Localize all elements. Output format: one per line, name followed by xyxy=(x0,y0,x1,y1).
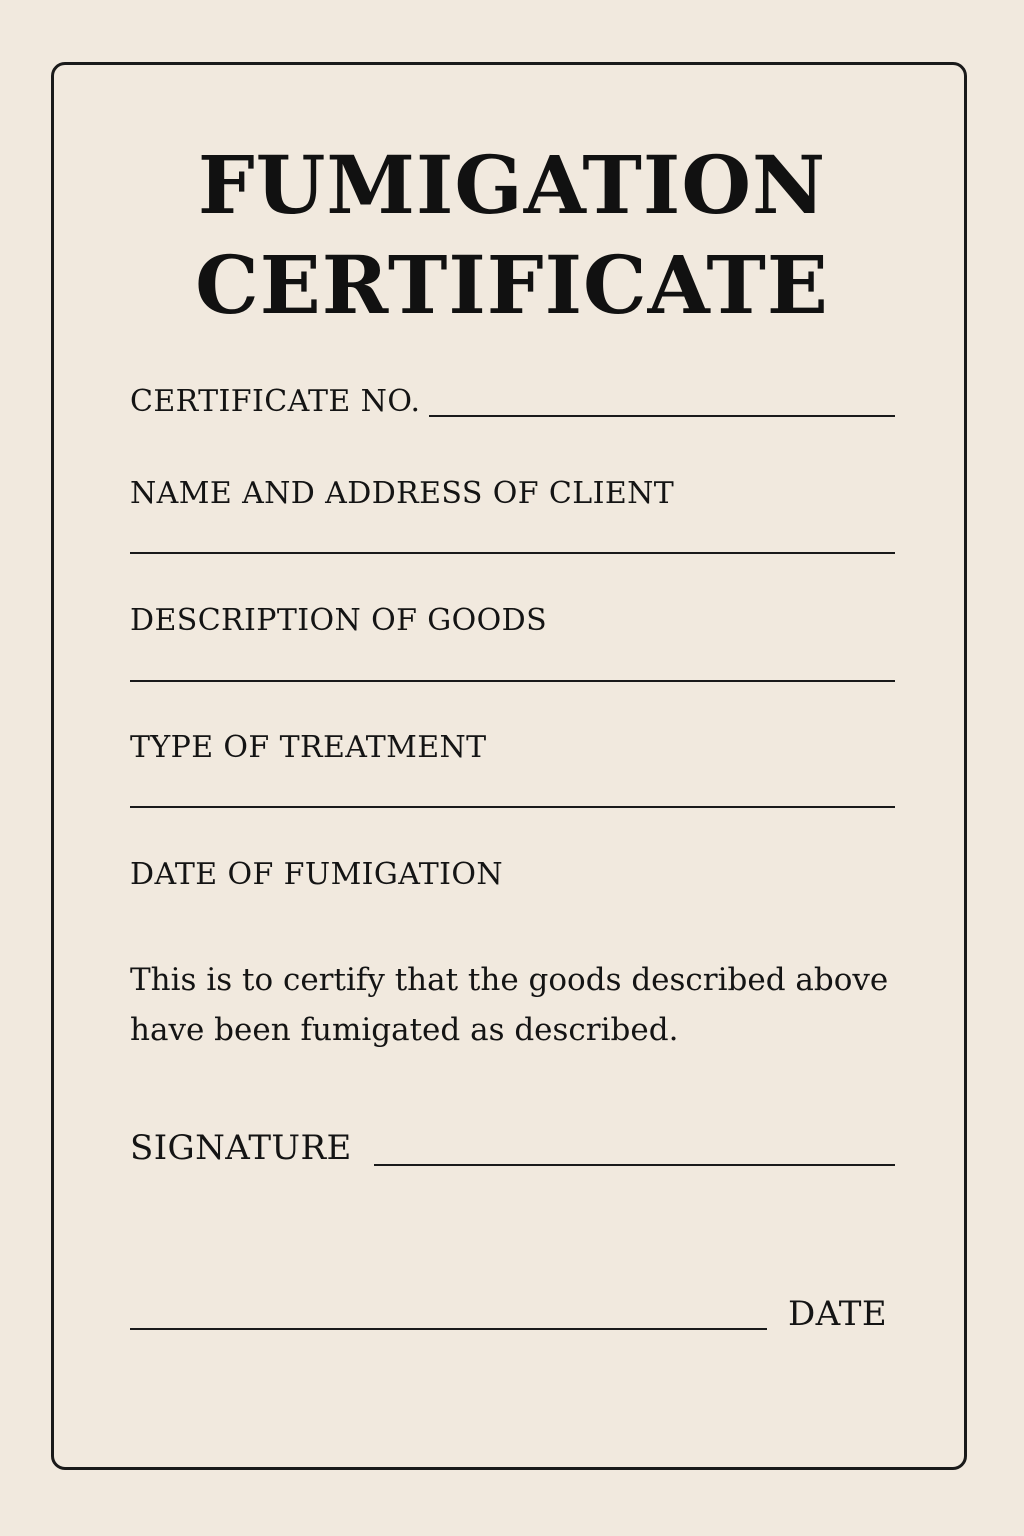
treatment-line[interactable] xyxy=(130,806,895,808)
fumigation-date-label: DATE OF FUMIGATION xyxy=(130,857,504,892)
client-label: NAME AND ADDRESS OF CLIENT xyxy=(130,476,675,511)
treatment-label: TYPE OF TREATMENT xyxy=(130,730,487,765)
date-label: DATE xyxy=(788,1294,888,1334)
signature-label: SIGNATURE xyxy=(130,1128,352,1168)
certificate-no-line[interactable] xyxy=(429,415,895,417)
goods-line[interactable] xyxy=(130,680,895,682)
goods-label: DESCRIPTION OF GOODS xyxy=(130,603,548,638)
date-line[interactable] xyxy=(130,1328,767,1330)
signature-line[interactable] xyxy=(374,1164,895,1166)
certification-statement: This is to certify that the goods described above have been fumigated as described. xyxy=(130,962,889,1048)
client-line[interactable] xyxy=(130,552,895,554)
certificate-title-line-2: CERTIFICATE xyxy=(195,238,829,332)
certificate-title-line-1: FUMIGATION xyxy=(197,138,827,232)
certificate-no-label: CERTIFICATE NO. xyxy=(130,384,421,419)
